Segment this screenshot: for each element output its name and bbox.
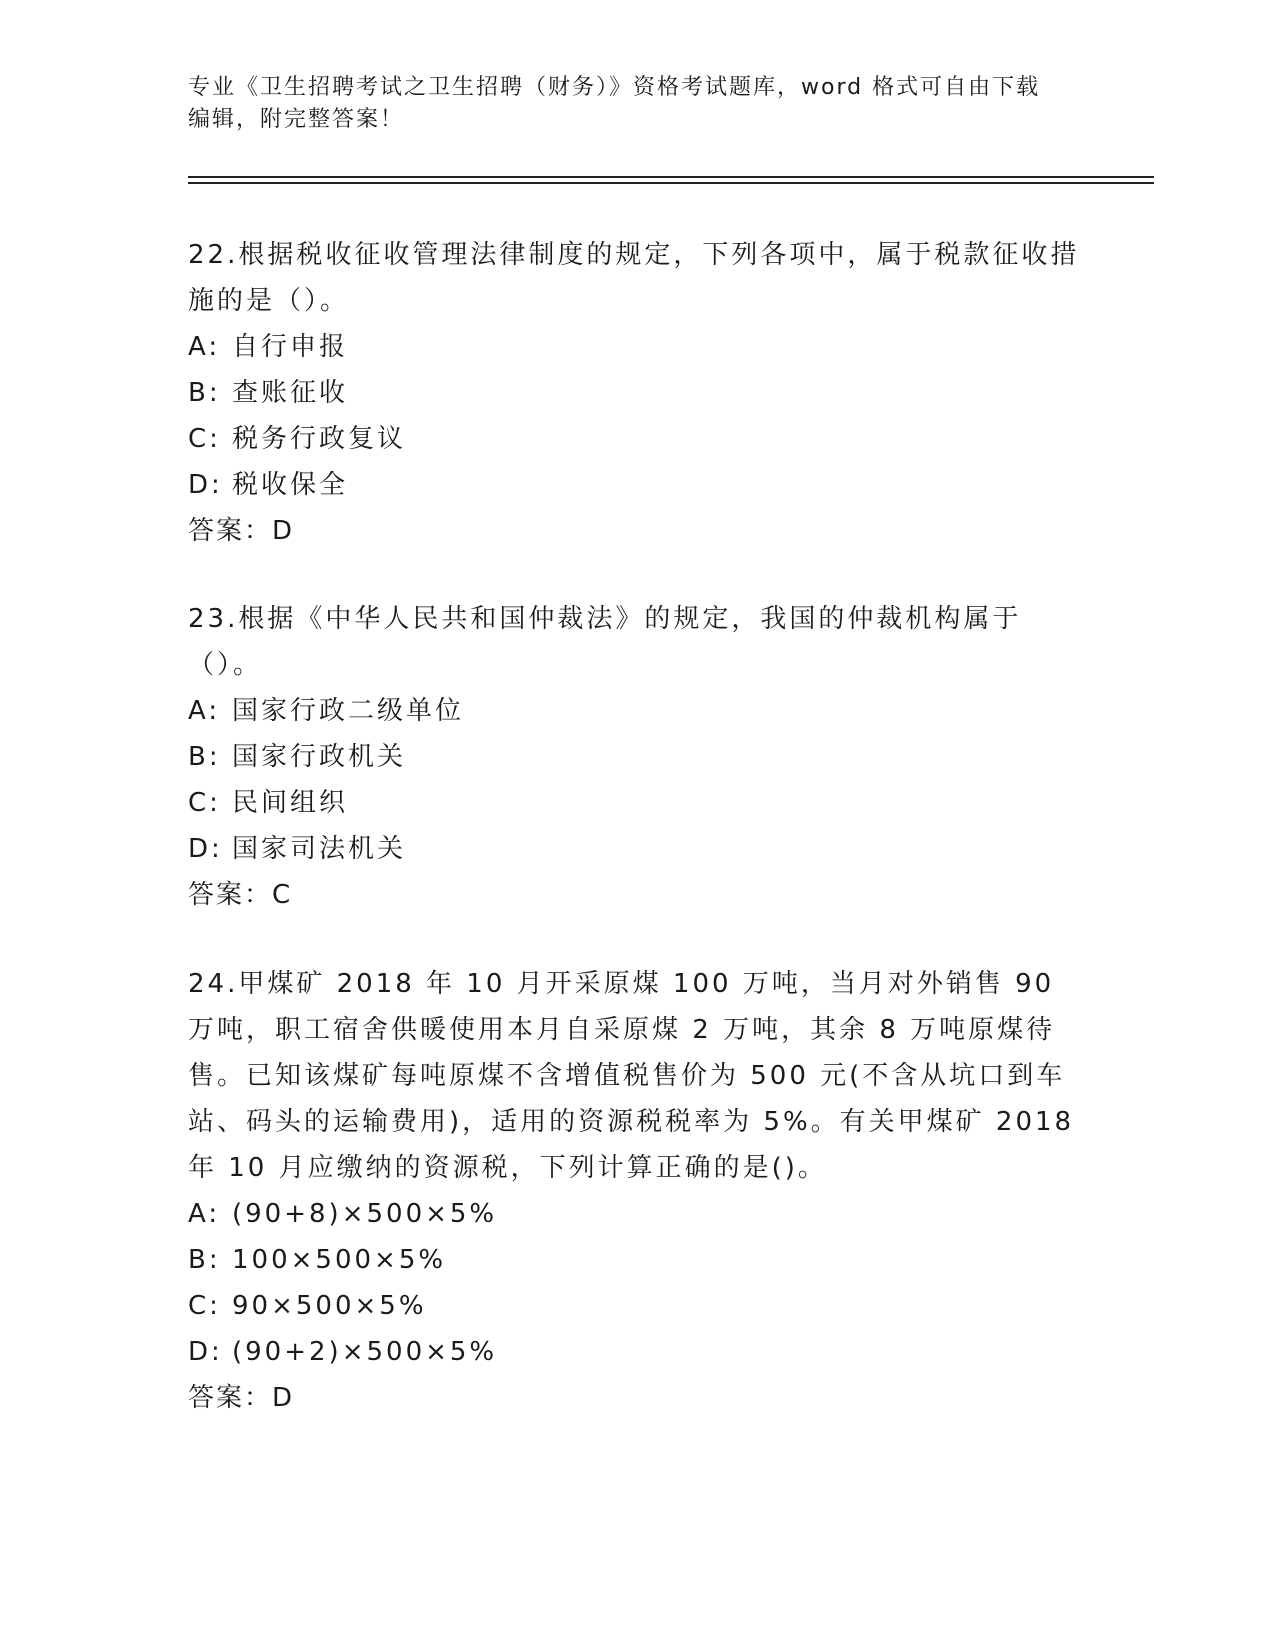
option-text: 国家行政机关 <box>232 742 407 772</box>
answer-line <box>188 872 1088 918</box>
option-letter: D: <box>188 834 223 864</box>
option-text: 税务行政复议 <box>232 424 407 454</box>
option-text: (90+8)×500×5% <box>232 1199 498 1229</box>
option-letter: B: <box>188 1245 221 1275</box>
option-letter: A: <box>188 1199 221 1229</box>
option-d <box>188 1329 1088 1375</box>
option-letter: D: <box>188 470 223 500</box>
answer-label: 答案： <box>188 516 273 546</box>
option-c <box>188 1283 1088 1329</box>
option-a <box>188 688 1088 734</box>
option-letter: C: <box>188 1291 221 1321</box>
option-text: 国家司法机关 <box>232 834 407 864</box>
option-letter: A: <box>188 696 221 726</box>
option-letter: B: <box>188 378 221 408</box>
option-text: 自行申报 <box>232 332 349 362</box>
question-24 <box>188 961 1088 1421</box>
option-b <box>188 370 1088 416</box>
option-letter: D: <box>188 1337 223 1367</box>
option-b <box>188 1237 1088 1283</box>
question-23 <box>188 596 1088 918</box>
option-letter: C: <box>188 424 221 454</box>
option-text: 100×500×5% <box>232 1245 447 1275</box>
header-line-2: 编辑，附完整答案！ <box>188 107 405 132</box>
question-text: 24.甲煤矿 2018 年 10 月开采原煤 100 万吨，当月对外销售 90 万吨，职工宿舍供暖使用本月自采原煤 2 万吨，其余 8 万吨原煤待售。已知该煤矿每吨原煤不含增值税售价为 500 元(不含从坑口到车站、码头的运输费用)，适用的资源税税率为 5%。有关甲煤矿 2018 年 10 月应缴纳的资源税，下列计算正确的是()。 <box>188 969 1075 1183</box>
answer-value: C <box>272 880 292 910</box>
option-b <box>188 734 1088 780</box>
option-c <box>188 780 1088 826</box>
option-a <box>188 1191 1088 1237</box>
option-letter: A: <box>188 332 221 362</box>
answer-line <box>188 508 1088 554</box>
option-a <box>188 324 1088 370</box>
answer-line <box>188 1375 1088 1421</box>
option-c <box>188 416 1088 462</box>
option-text: 查账征收 <box>232 378 349 408</box>
option-text: 民间组织 <box>232 788 349 818</box>
option-d <box>188 462 1088 508</box>
document-header <box>188 72 1088 136</box>
answer-value: D <box>272 1383 294 1413</box>
answer-value: D <box>272 516 294 546</box>
header-line-1: 专业《卫生招聘考试之卫生招聘（财务）》资格考试题库，word 格式可自由下载 <box>188 75 1041 100</box>
answer-label: 答案： <box>188 880 273 910</box>
option-text: (90+2)×500×5% <box>232 1337 498 1367</box>
question-22 <box>188 232 1088 554</box>
option-letter: C: <box>188 788 221 818</box>
question-text: 22.根据税收征收管理法律制度的规定，下列各项中，属于税款征收措施的是（）。 <box>188 240 1080 316</box>
header-divider-top <box>188 176 1154 178</box>
option-d <box>188 826 1088 872</box>
question-text: 23.根据《中华人民共和国仲裁法》的规定，我国的仲裁机构属于（）。 <box>188 604 1022 680</box>
option-text: 税收保全 <box>232 470 349 500</box>
header-divider-bottom <box>188 182 1154 184</box>
option-text: 国家行政二级单位 <box>232 696 465 726</box>
option-letter: B: <box>188 742 221 772</box>
answer-label: 答案： <box>188 1383 273 1413</box>
option-text: 90×500×5% <box>232 1291 427 1321</box>
